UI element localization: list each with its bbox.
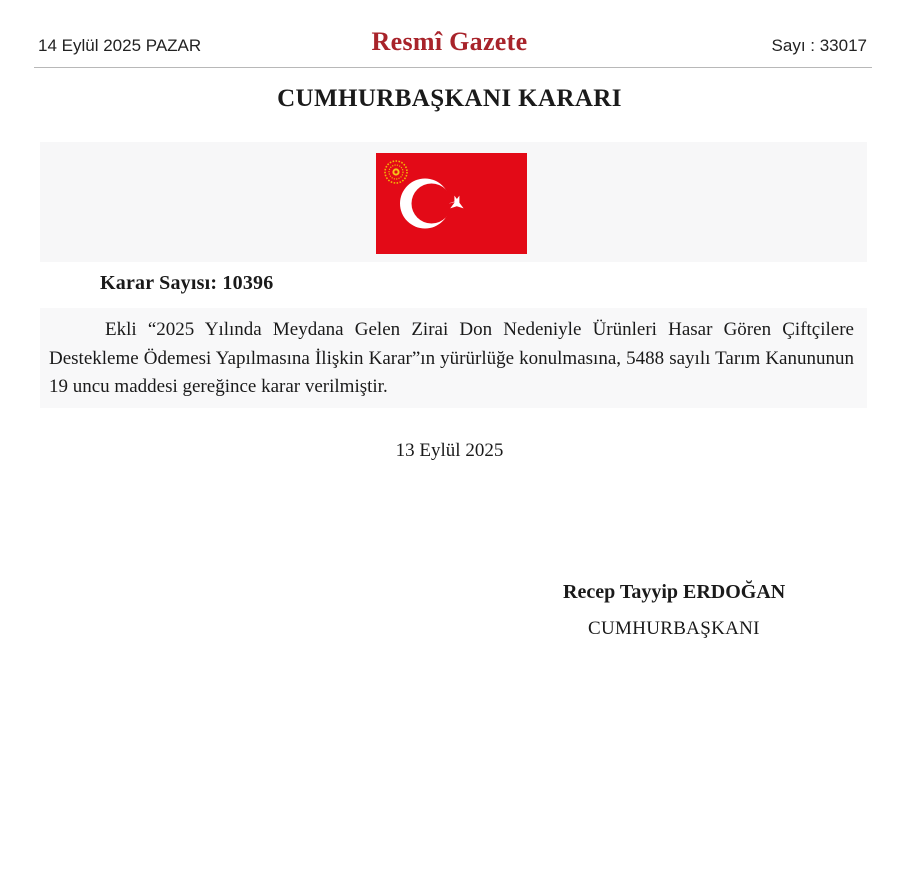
decision-body-paragraph: Ekli “2025 Yılında Meydana Gelen Zirai Don Nedeniyle Ürünleri Hasar Gören Çiftçilere Destekleme Ödemesi Yapılmasına İlişkin Karar”ın yürürlüğe konulmasına, 5488 sayılı Tarım Kanununun 19 uncu maddesi gereğince karar verilmiştir.: [49, 319, 854, 397]
signer-title: CUMHURBAŞKANI: [588, 618, 760, 639]
turkish-flag-icon: [376, 153, 527, 254]
header-date: 14 Eylül 2025 PAZAR: [38, 36, 202, 55]
decision-number: Karar Sayısı: 10396: [100, 272, 274, 294]
header-divider: [34, 67, 872, 68]
signer-name: Recep Tayyip ERDOĞAN: [563, 581, 786, 603]
issue-number: Sayı : 33017: [771, 36, 867, 55]
decision-date: 13 Eylül 2025: [395, 440, 504, 461]
document-title: CUMHURBAŞKANI KARARI: [277, 85, 622, 112]
gazette-title: Resmî Gazete: [371, 27, 528, 56]
